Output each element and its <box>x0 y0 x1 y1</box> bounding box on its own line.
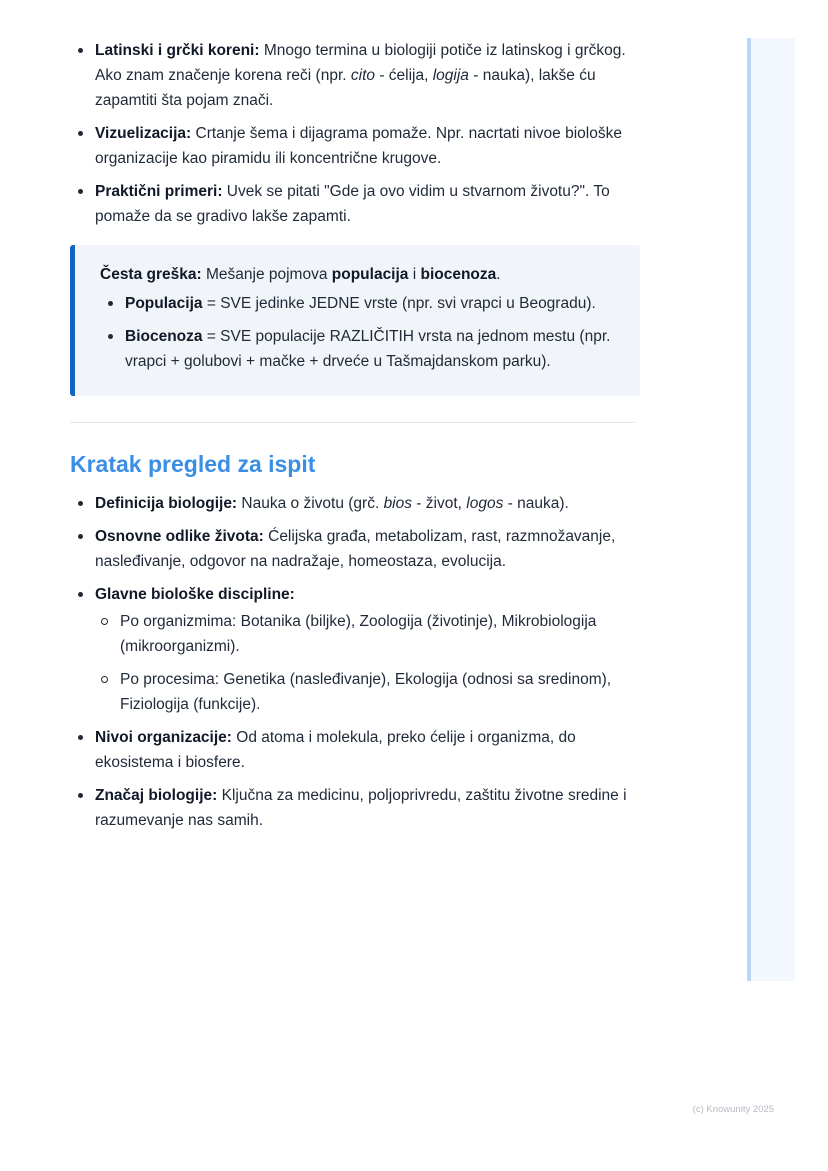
exam-summary-list <box>70 491 635 833</box>
section-title: Kratak pregled za ispit <box>70 451 316 477</box>
list-item: Nivoi organizacije: Od atoma i molekula, preko ćelije i organizma, do ekosistema i biosfere. <box>70 725 635 775</box>
list-item: Značaj biologije: Ključna za medicinu, poljoprivredu, zaštitu životne sredine i razumevanje nas samih. <box>70 783 635 833</box>
list-item: Glavne biološke discipline: Po organizmima: Botanika (biljke), Zoologija (životinje), Mikrobiologija (mikroorganizmi). Po procesima: Genetika (nasleđivanje), Ekologija (odnosi sa sredinom), Fiziologija (funkcije). <box>70 582 635 717</box>
list-item: Praktični primeri: Uvek se pitati "Gde ja ovo vidim u stvarnom životu?". To pomaže da se gradivo lakše zapamti. <box>70 179 635 229</box>
common-mistake-callout <box>70 245 640 396</box>
list-item: Osnovne odlike života: Ćelijska građa, metabolizam, rast, razmnožavanje, nasleđivanje, odgovor na nadražaje, homeostaza, evolucija. <box>70 524 635 574</box>
copyright-footer: (c) Knowunity 2025 <box>692 1104 774 1115</box>
list-item: Biocenoza = SVE populacije RAZLIČITIH vrsta na jednom mestu (npr. vrapci + golubovi + mačke + drveće u Tašmajdanskom parku). <box>100 324 620 374</box>
disciplines-sublist <box>95 609 635 717</box>
callout-list <box>100 291 620 374</box>
list-item: Vizuelizacija: Crtanje šema i dijagrama pomaže. Npr. nacrtati nivoe biološke organizacije kao piramidu ili koncentrične krugove. <box>70 121 635 171</box>
side-panel <box>747 38 795 981</box>
list-item: Populacija = SVE jedinke JEDNE vrste (npr. svi vrapci u Beogradu). <box>100 291 620 316</box>
section-divider <box>70 422 635 423</box>
sublist-item: Po organizmima: Botanika (biljke), Zoologija (životinje), Mikrobiologija (mikroorganizmi). <box>95 609 635 659</box>
callout-heading: Česta greška: Mešanje pojmova populacija i biocenoza. <box>100 266 501 283</box>
list-item: Latinski i grčki koreni: Mnogo termina u biologiji potiče iz latinskog i grčkog. Ako znam značenje korena reči (npr. cito - ćelija, logija - nauka), lakše ću zapamtiti šta pojam znači. <box>70 38 635 113</box>
study-tips-list <box>70 0 635 229</box>
list-item: Definicija biologije: Nauka o životu (grč. bios - život, logos - nauka). <box>70 491 635 516</box>
sublist-item: Po procesima: Genetika (nasleđivanje), Ekologija (odnosi sa sredinom), Fiziologija (funkcije). <box>95 667 635 717</box>
document-content <box>70 0 635 841</box>
